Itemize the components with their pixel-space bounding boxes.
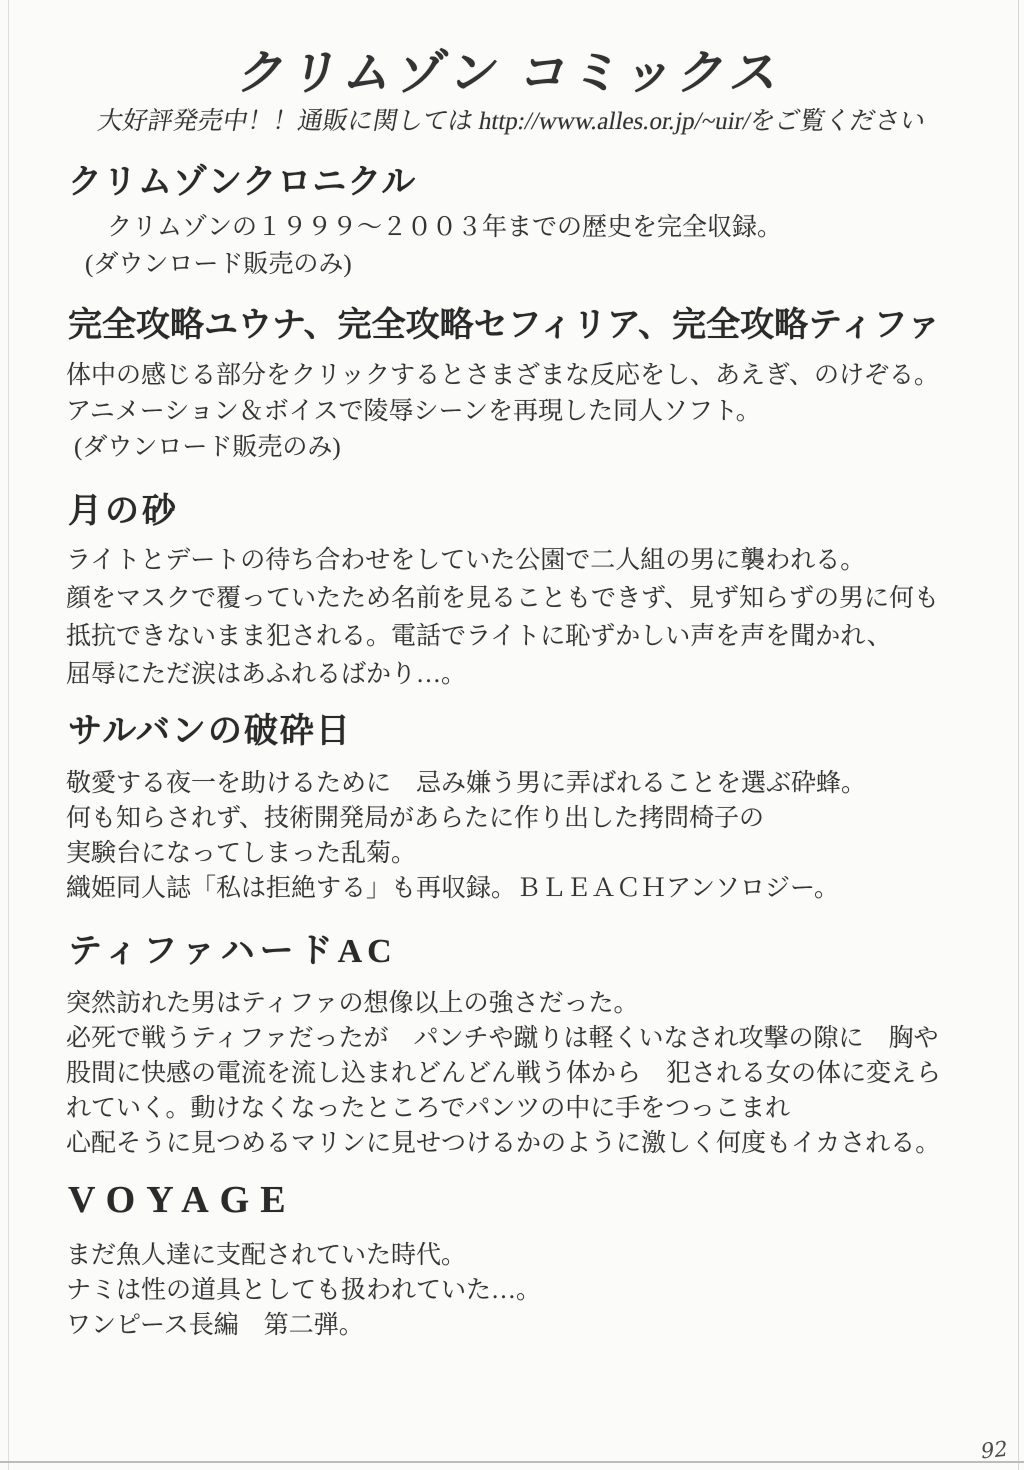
- section-description-line: 屈辱にただ涙はあふれるばかり…。: [66, 661, 467, 688]
- section-body-kanzen-kouryaku: [66, 358, 939, 466]
- section-description-line: ライトとデートの待ち合わせをしていた公園で二人組の男に襲われる。: [66, 547, 866, 574]
- section-body-crimson-chronicle: [85, 209, 782, 283]
- section-description-line: 心配そうに見つめるマリンに見せつけるかのように激しく何度もイカされる。: [66, 1130, 941, 1157]
- section-description-line: 顔をマスクで覆っていたため名前を見ることもできず、見ず知らずの男に何も: [66, 585, 940, 612]
- section-heading-voyage: VOYAGE: [68, 1179, 297, 1221]
- section-description-line: 実験台になってしまった乱菊。: [66, 840, 417, 867]
- section-description-line: 必死で戦うティファだったが パンチや蹴りは軽くいなされ攻撃の隙に 胸や: [66, 1025, 939, 1052]
- section-heading-tifa-hard-ac: ティファハードAC: [68, 933, 397, 970]
- section-heading-saruban: サルバンの破砕日: [68, 713, 352, 750]
- section-body-saruban: [66, 766, 866, 906]
- section-description-line: 織姫同人誌「私は拒絶する」も再収録。ＢＬＥＡＣＨアンソロジー。: [66, 875, 840, 902]
- page-title: クリムゾン コミックス: [233, 47, 789, 100]
- section-heading-kanzen-kouryaku: 完全攻略ユウナ、完全攻略セフィリア、完全攻略ティファ: [68, 307, 941, 344]
- scan-edge-right: [1018, 0, 1019, 1470]
- section-description-line: ナミは性の道具としても扱われていた…。: [66, 1277, 542, 1304]
- availability-note: 大好評発売中！！通販に関しては http://www.alles.or.jp/~uir/をご覧ください: [95, 108, 928, 135]
- section-description-line: 突然訪れた男はティファの想像以上の強さだった。: [66, 990, 639, 1017]
- section-description-line: (ダウンロード販売のみ): [85, 251, 352, 278]
- section-body-tifa-hard-ac: [66, 986, 941, 1161]
- section-description-line: 敬愛する夜一を助けるために 忌み嫌う男に弄ばれることを選ぶ砕蜂。: [66, 770, 867, 797]
- section-description-line: まだ魚人達に支配されていた時代。: [66, 1242, 467, 1269]
- section-description-line: 股間に快感の電流を流し込まれどんどん戦う体から 犯される女の体に変えら: [66, 1060, 942, 1087]
- section-heading-tsuki-no-suna: 月の砂: [68, 493, 179, 530]
- section-body-tsuki-no-suna: [66, 542, 939, 694]
- section-description-line: クリムゾンの１９９９～２００３年までの歴史を完全収録。: [107, 214, 783, 241]
- scan-edge-bottom: [0, 1461, 1024, 1463]
- section-description-line: ワンピース長編 第二弾。: [66, 1312, 364, 1339]
- section-description-line: 何も知らされず、技術開発局があらたに作り出した拷問椅子の: [66, 805, 765, 832]
- section-description-line: (ダウンロード販売のみ): [74, 434, 341, 461]
- section-description-line: 抵抗できないまま犯される。電話でライトに恥ずかしい声を声を聞かれ、: [66, 623, 892, 650]
- section-description-line: 体中の感じる部分をクリックするとさまざまな反応をし、あえぎ、のけぞる。: [66, 362, 940, 389]
- page-number: 92: [979, 1436, 1009, 1464]
- section-heading-crimson-chronicle: クリムゾンクロニクル: [68, 164, 417, 201]
- section-description-line: アニメーション＆ボイスで陵辱シーンを再現した同人ソフト。: [66, 398, 761, 425]
- section-description-line: れていく。動けなくなったところでパンツの中に手をつっこまれ: [66, 1095, 791, 1122]
- section-body-voyage: [66, 1238, 541, 1343]
- scan-edge-left: [8, 0, 9, 1470]
